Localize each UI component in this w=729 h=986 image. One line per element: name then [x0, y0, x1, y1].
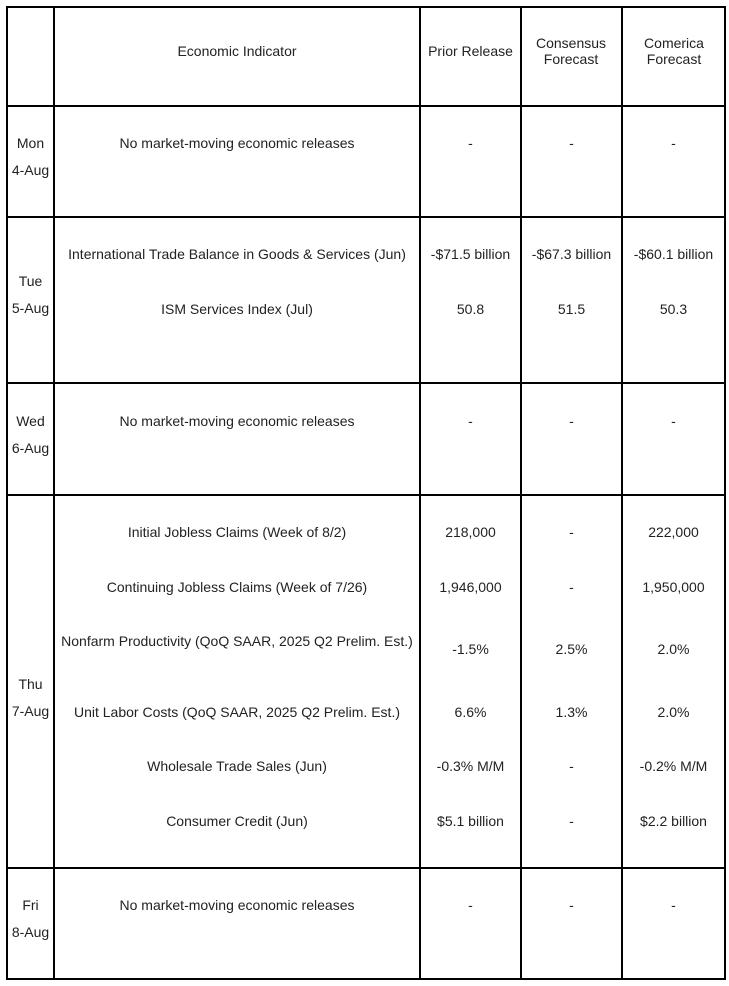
- prior-cell: $5.1 billion: [437, 813, 504, 829]
- prior-cell: 6.6%: [454, 704, 487, 720]
- column-divider: [419, 6, 421, 980]
- day-date: 8-Aug: [11, 924, 50, 940]
- day-name: Thu: [18, 676, 43, 692]
- consensus-cell: -: [569, 524, 574, 540]
- consensus-cell: -: [569, 897, 574, 913]
- day-name: Mon: [16, 135, 45, 151]
- consensus-cell: -$67.3 billion: [531, 246, 612, 262]
- table-border-top: [6, 6, 726, 8]
- day-date: 5-Aug: [11, 300, 50, 316]
- consensus-cell: 1.3%: [555, 704, 588, 720]
- column-divider: [520, 6, 522, 980]
- day-name: Wed: [16, 413, 45, 429]
- indicator-cell: No market-moving economic releases: [119, 413, 355, 429]
- table-border-bottom: [6, 978, 726, 980]
- consensus-cell: -: [569, 579, 574, 595]
- comerica-cell: -$60.1 billion: [633, 246, 714, 262]
- comerica-cell: -: [671, 897, 676, 913]
- row-divider: [6, 494, 726, 496]
- column-divider: [53, 6, 55, 980]
- indicator-cell: No market-moving economic releases: [119, 897, 355, 913]
- comerica-cell: 50.3: [659, 301, 688, 317]
- day-name: Tue: [18, 273, 43, 289]
- consensus-cell: 51.5: [557, 301, 586, 317]
- indicator-cell: ISM Services Index (Jul): [161, 301, 313, 317]
- column-divider: [621, 6, 623, 980]
- consensus-cell: -: [569, 758, 574, 774]
- comerica-cell: 222,000: [648, 524, 699, 540]
- prior-cell: -0.3% M/M: [436, 758, 505, 774]
- comerica-cell: 2.0%: [657, 704, 690, 720]
- indicator-cell: Unit Labor Costs (QoQ SAAR, 2025 Q2 Prelim. Est.): [73, 704, 400, 720]
- prior-cell: -: [468, 135, 473, 151]
- indicator-cell: Consumer Credit (Jun): [166, 813, 308, 829]
- day-date: 4-Aug: [11, 162, 50, 178]
- indicator-cell: Continuing Jobless Claims (Week of 7/26): [106, 579, 368, 595]
- day-date: 7-Aug: [11, 703, 50, 719]
- prior-cell: 50.8: [456, 301, 485, 317]
- row-divider: [6, 382, 726, 384]
- comerica-cell: -: [671, 413, 676, 429]
- indicator-cell: Wholesale Trade Sales (Jun): [147, 758, 327, 774]
- day-date: 6-Aug: [11, 440, 50, 456]
- prior-cell: -: [468, 897, 473, 913]
- consensus-cell: -: [569, 135, 574, 151]
- comerica-cell: 1,950,000: [642, 579, 705, 595]
- consensus-cell: -: [569, 813, 574, 829]
- comerica-cell: $2.2 billion: [640, 813, 707, 829]
- indicator-cell: No market-moving economic releases: [119, 135, 355, 151]
- prior-cell: -1.5%: [452, 641, 489, 657]
- table-border-right: [724, 6, 726, 980]
- row-divider: [6, 105, 726, 107]
- header-prior-release: Prior Release: [428, 43, 513, 59]
- header-indicator: Economic Indicator: [177, 43, 297, 59]
- comerica-cell: -: [671, 135, 676, 151]
- consensus-cell: -: [569, 413, 574, 429]
- header-comerica-forecast: Comerica Forecast: [644, 35, 704, 67]
- prior-cell: -: [468, 413, 473, 429]
- prior-cell: -$71.5 billion: [430, 246, 511, 262]
- indicator-cell: Nonfarm Productivity (QoQ SAAR, 2025 Q2 Prelim. Est.): [61, 633, 413, 649]
- comerica-cell: -0.2% M/M: [639, 758, 708, 774]
- consensus-cell: 2.5%: [555, 641, 588, 657]
- header-consensus-forecast: Consensus Forecast: [535, 35, 607, 67]
- day-name: Fri: [22, 897, 39, 913]
- prior-cell: 1,946,000: [439, 579, 502, 595]
- row-divider: [6, 216, 726, 218]
- prior-cell: 218,000: [445, 524, 496, 540]
- indicator-cell: International Trade Balance in Goods & Services (Jun): [68, 246, 406, 262]
- comerica-cell: 2.0%: [657, 641, 690, 657]
- table-border-left: [6, 6, 8, 980]
- row-divider: [6, 867, 726, 869]
- indicator-cell: Initial Jobless Claims (Week of 8/2): [127, 524, 347, 540]
